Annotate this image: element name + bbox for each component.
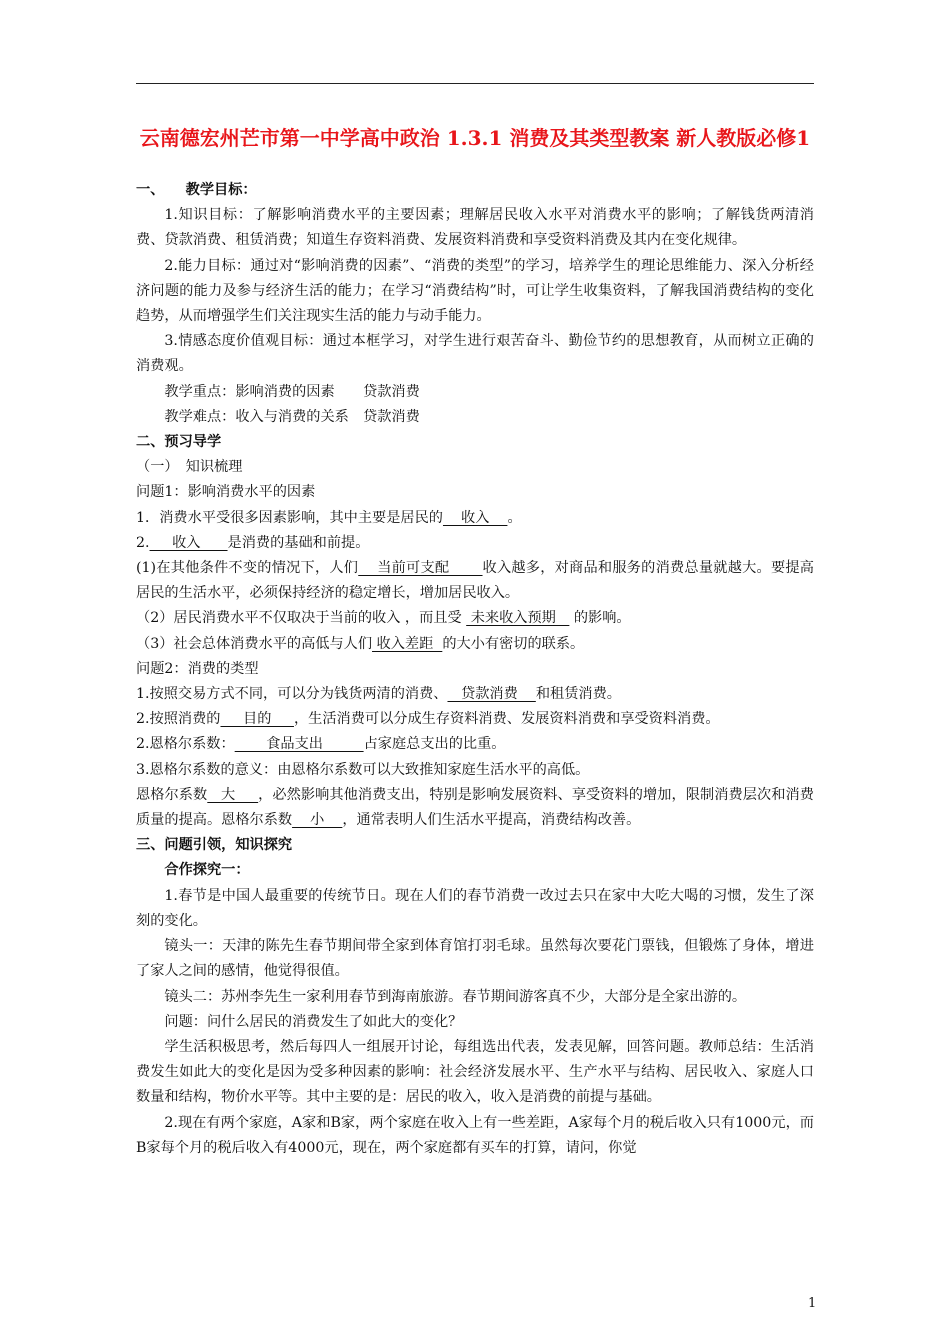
fill-line: 2.恩格尔系数： 食品支出 占家庭总支出的比重。 — [136, 736, 506, 753]
fill-line: 2. 收入 是消费的基础和前提。 — [136, 534, 370, 551]
fill-line: 1.按照交易方式不同，可以分为钱货两清的消费、 贷款消费 和租赁消费。 — [136, 686, 621, 703]
difficult-point: 教学难点：收入与消费的关系 贷款消费 — [164, 408, 420, 425]
answer-blank: 大 — [207, 786, 259, 803]
answer-blank: 小 — [292, 812, 343, 829]
paragraph: 3.情感态度价值观目标：通过本框学习，对学生进行艰苦奋斗、勤俭节约的思想教育，从而树立正确的消费观。 — [136, 333, 814, 375]
answer-blank: 食品支出 — [234, 736, 364, 753]
paragraph: 镜头一：天津的陈先生春节期间带全家到体育馆打羽毛球。虽然每次要花门票钱，但锻炼了身体，增进了家人之间的感情，他觉得很值。 — [136, 938, 814, 980]
page-number: 1 — [808, 1296, 817, 1311]
fill-line: （3）社会总体消费水平的高低与人们 收入差距 的大小有密切的联系。 — [136, 635, 585, 652]
section-heading-inquiry: 三、问题引领，知识探究 — [136, 837, 293, 854]
paragraph: 1.知识目标：了解影响消费水平的主要因素；理解居民收入水平对消费水平的影响；了解钱货两清消费、贷款消费、租赁消费；知道生存资料消费、发展资料消费和享受资料消费及其内在变化规律。 — [136, 207, 814, 249]
fill-line: (1)在其他条件不变的情况下，人们 当前可支配 收入越多，对商品和服务的消费总量就越大。要提高居民的生活水平，必须保持经济的稳定增长，增加居民收入。 — [136, 560, 814, 602]
fill-line: 恩格尔系数 大 ，必然影响其他消费支出，特别是影响发展资料、享受资料的增加，限制消费层次和消费质量的提高。恩格尔系数 小 ，通常表明人们生活水平提高，消费结构改善。 — [136, 786, 814, 829]
answer-blank: 收入 — [442, 509, 508, 526]
paragraph: 2.现在有两个家庭，A家和B家，两个家庭在收入上有一些差距，A家每个月的税后收入只有1000元，而B家每个月的税后收入有4000元，现在，两个家庭都有买车的打算，请问，你觉 — [136, 1114, 814, 1156]
paragraph: 问题：问什么居民的消费发生了如此大的变化？ — [164, 1013, 463, 1030]
paragraph: 3.恩格尔系数的意义：由恩格尔系数可以大致推知家庭生活水平的高低。 — [136, 761, 590, 778]
answer-blank: 贷款消费 — [447, 686, 536, 703]
header-rule — [136, 83, 814, 84]
question-heading: 问题1：影响消费水平的因素 — [136, 484, 316, 501]
question-heading: 问题2：消费的类型 — [136, 660, 259, 677]
fill-line: 1．消费水平受很多因素影响，其中主要是居民的 收入 。 — [136, 509, 522, 526]
answer-blank: 当前可支配 — [358, 560, 483, 577]
paragraph: 镜头二：苏州李先生一家利用春节到海南旅游。春节期间游客真不少，大部分是全家出游的。 — [164, 988, 747, 1005]
paragraph: 1.春节是中国人最重要的传统节日。现在人们的春节消费一改过去只在家中大吃大喝的习惯，发生了深刻的变化。 — [136, 887, 814, 929]
sub-heading: （一） 知识梳理 — [136, 459, 243, 476]
answer-blank: 收入差距 — [372, 635, 443, 652]
cooperation-heading: 合作探究一： — [164, 862, 250, 879]
paragraph: 学生活积极思考，然后每四人一组展开讨论，每组选出代表，发表见解，回答问题。教师总结：生活消费发生如此大的变化是因为受多种因素的影响：社会经济发展水平、生产水平与结构、居民收入、家庭人口数量和结构，物价水平等。其中主要的是：居民的收入，收入是消费的前提与基础。 — [136, 1038, 814, 1106]
answer-blank: 未来收入预期 — [466, 610, 570, 627]
answer-blank: 收入 — [149, 534, 228, 551]
key-point: 教学重点：影响消费的因素 贷款消费 — [164, 383, 420, 400]
answer-blank: 目的 — [220, 711, 294, 728]
paragraph: 2.能力目标：通过对“影响消费的因素”、“消费的类型”的学习，培养学生的理论思维能力、深入分析经济问题的能力及参与经济生活的能力；在学习“消费结构”时，可让学生收集资料，了解我国消费结构的变化趋势，从而增强学生们关注现实生活的能力与动手能力。 — [136, 257, 814, 325]
section-heading-preview: 二、预习导学 — [136, 434, 222, 451]
fill-line: （2）居民消费水平不仅取决于当前的收入 ，而且受 未来收入预期 的影响。 — [136, 610, 631, 627]
section-heading-objectives: 一、 教学目标： — [136, 182, 257, 198]
document-title: 云南德宏州芒市第一中学高中政治 1.3.1 消费及其类型教案 新人教版必修1 — [139, 126, 811, 150]
document-body — [136, 178, 814, 1161]
fill-line: 2.按照消费的 目的 ，生活消费可以分成生存资料消费、发展资料消费和享受资料消费。 — [136, 711, 720, 728]
